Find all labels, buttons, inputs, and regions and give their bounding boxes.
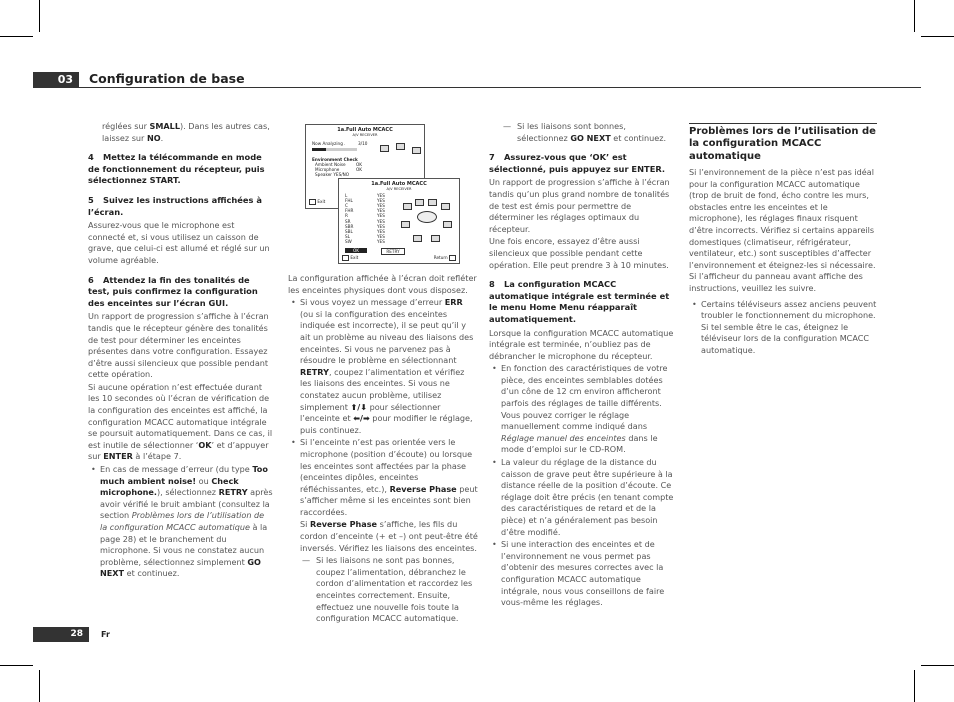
speaker-value[interactable]: YES xyxy=(377,213,385,219)
screen-title: 1a.Full Auto MCACC xyxy=(337,127,393,133)
speaker-channel: C xyxy=(345,203,348,209)
speaker-value[interactable]: YES xyxy=(377,233,385,239)
step-4: 4 Mettez la télécommande en mode de fonctionnement du récepteur, puis sélectionnez START. xyxy=(88,152,265,186)
step-6-body-2: Si aucune opération n’est effectuée durant les 10 secondes où l’écran de vérification de la configuration des enceintes est affiché, la configuration MCACC automatique intégrale se poursuit automatiquement. Dans ce cas, il est inutile de sélectionner ‘OK’ et d’appuyer sur ENTER à l’étape 7. xyxy=(88,381,273,462)
speaker-channel: L xyxy=(345,193,348,198)
speaker-channel: SBR xyxy=(345,223,354,229)
list-item: — Si les liaisons sont bonnes, sélectionnez GO NEXT et continuez. xyxy=(503,121,676,144)
speaker-value[interactable]: YES xyxy=(377,208,385,214)
speaker-channel: SW xyxy=(345,238,352,244)
paragraph: Si Reverse Phase s’affiche, les fils du cordon d’enceinte (+ et –) ont peut-être été inversés. Vérifiez les liaisons des enceintes. xyxy=(300,519,478,553)
column-2 xyxy=(288,273,478,626)
speaker-value[interactable]: YES xyxy=(377,203,385,209)
ok-button[interactable]: OK xyxy=(345,248,367,253)
step-6: 6 Attendez la fin des tonalités de test, puis confirmez la configuration des enceintes sur l’écran GUI. xyxy=(88,274,258,308)
screen-subtitle: A/V RECEIVER xyxy=(352,133,378,137)
speaker-icon xyxy=(415,199,424,206)
retry-button[interactable]: RETRY xyxy=(381,248,405,255)
exit-label: Exit xyxy=(342,255,358,261)
speaker-channel: SR xyxy=(345,218,351,224)
speaker-icon xyxy=(428,199,437,206)
section-heading: Problèmes lors de l’utilisation de la configuration MCACC automatique xyxy=(689,123,877,163)
speaker-value[interactable]: YES xyxy=(377,218,385,224)
paragraph: La configuration affichée à l’écran doit refléter les enceintes physiques dont vous disposez. xyxy=(288,273,477,295)
env-check: Environment Check xyxy=(312,157,358,162)
speaker-label: Speaker YES/NO xyxy=(315,172,350,177)
list-item: • Si l’enceinte n’est pas orientée vers le microphone (position d’écoute) ou lorsque les enceintes sont affectées par la phase (enceintes dipôles, enceintes réfléchissantes, etc.), Reverse Phase peut s’afficher même si les enceintes sont bien raccordées. xyxy=(288,437,478,518)
speaker-icon xyxy=(441,203,450,210)
speaker-channel: FHL xyxy=(345,198,353,204)
speaker-value[interactable]: YES xyxy=(377,193,385,198)
intro-text: réglées sur SMALL). Dans les autres cas, laissez sur NO. xyxy=(102,121,270,143)
speaker-value[interactable]: YES xyxy=(377,228,385,234)
screen-title: 1a.Full Auto MCACC xyxy=(371,181,427,187)
page-title: Configuration de base xyxy=(89,71,245,86)
speaker-channel: R xyxy=(345,213,348,219)
paragraph: Si l’environnement de la pièce n’est pas idéal pour la configuration MCACC automatique (trop de bruit de fond, écho contre les murs, obstacles entre les enceintes et le microphone), les réglages finaux risquent d’être incorrects. Vérifiez si certains appareils domestiques (climatiseur, réfrigérateur, ventilateur, etc.) sont susceptibles d’affecter l’environnement et éteignez-les si nécessaire. Si l’afficheur du panneau avant affiche des instructions, veuillez les suivre. xyxy=(689,167,876,293)
speaker-icon xyxy=(403,203,412,210)
crop-mark xyxy=(39,670,40,702)
list-item: • La valeur du réglage de la distance du caisson de grave peut être supérieure à la distance réelle de la position d’écoute. Ce réglage doit être précis (en tenant compte des caractéristiques de retard et de la pièce) et n’a généralement pas besoin d’être modifié. xyxy=(489,457,676,538)
step-8-body: Lorsque la configuration MCACC automatique intégrale est terminée, n’oubliez pas de débrancher le microphone du récepteur. xyxy=(489,327,674,361)
crop-mark xyxy=(921,665,954,666)
speaker-value[interactable]: YES xyxy=(377,223,385,229)
crop-mark xyxy=(0,36,33,37)
noise-value: OK xyxy=(356,162,363,167)
column-4 xyxy=(689,167,877,358)
column-3 xyxy=(489,121,676,610)
speaker-icon xyxy=(413,235,422,242)
mic-value: OK xyxy=(356,167,363,172)
progress-bar xyxy=(312,148,357,151)
speaker-channel: FHR xyxy=(345,208,354,214)
header-rule xyxy=(79,87,921,88)
step-7-body-2: Une fois encore, essayez d’être aussi silencieux que possible pendant cette opération. Elle peut prendre 3 à 10 minutes. xyxy=(489,236,669,270)
crop-mark xyxy=(914,0,915,32)
list-item: — Si les liaisons ne sont pas bonnes, coupez l’alimentation, débranchez le cordon d’alimentation et raccordez les enceintes correctement. Ensuite, effectuez une nouvelle fois toute la configuration MCACC automatique. xyxy=(302,555,478,625)
speaker-value[interactable]: YES xyxy=(377,198,385,204)
return-label: Return xyxy=(434,255,456,261)
list-item: • Si vous voyez un message d’erreur ERR (ou si la configuration des enceintes indiquée est incorrecte), il se peut qu’il y ait un problème au niveau des liaisons des enceintes. Si vous ne parvenez pas à résoudre le problème en sélectionnant RETRY, coupez l’alimentation et vérifiez les liaisons des enceintes. Si vous ne constatez aucun problème, utilisez simplement ⬆/⬇ pour sélectionner l’enceinte et ⬅/➡ pour modifier le réglage, puis continuez. xyxy=(288,297,478,436)
mic-label: Microphone xyxy=(315,167,340,172)
step-5: 5 Suivez les instructions affichées à l’écran. xyxy=(88,194,262,217)
step-7-body: Un rapport de progression s’affiche à l’écran tandis qu’un plus grand nombre de tonalités de test est émis pour permettre de déterminer les réglages optimaux du récepteur. xyxy=(489,177,670,234)
speaker-channel: SBL xyxy=(345,228,353,234)
crop-mark xyxy=(39,0,40,32)
speaker-channel: SL xyxy=(345,233,350,239)
speaker-icon xyxy=(412,147,421,154)
crop-mark xyxy=(914,670,915,702)
speaker-value[interactable]: YES xyxy=(377,238,385,244)
step-8: 8 La configuration MCACC automatique intégrale est terminée et le menu Home Menu réapparaît automatiquement. xyxy=(489,279,670,324)
speaker-icon xyxy=(401,221,410,228)
speaker-icon xyxy=(431,235,440,242)
list-item: • Certains téléviseurs assez anciens peuvent troubler le fonctionnement du microphone. Si tel semble être le cas, éteignez le téléviseur lors de la configuration MCACC automatique. xyxy=(689,299,877,357)
crop-mark xyxy=(0,665,33,666)
page-number: 28 xyxy=(33,627,89,642)
speaker-icon xyxy=(396,143,405,150)
noise-label: Ambient Noise xyxy=(315,162,346,167)
list-item: • Si une interaction des enceintes et de l’environnement ne vous permet pas d’obtenir des mesures correctes avec la configuration MCACC automatique intégrale, nous vous conseillons de faire vous-même les réglages. xyxy=(489,539,676,609)
step-7: 7 Assurez-vous que ‘OK’ est sélectionné, puis appuyez sur ENTER. xyxy=(489,152,666,174)
crop-mark xyxy=(921,36,954,37)
speaker-icon xyxy=(443,221,452,228)
exit-label: Exit xyxy=(309,199,325,205)
speaker-icon xyxy=(380,145,389,152)
step-6-body: Un rapport de progression s’affiche à l’écran tandis que le récepteur génère des tonalités de test pour déterminer les enceintes présentes dans votre configuration. Essayez d’être aussi silencieux que possible pendant cette opération. xyxy=(88,311,269,380)
step-5-body: Assurez-vous que le microphone est connecté et, si vous utilisez un caisson de grave, que celui-ci est allumé et réglé sur un volume agréable. xyxy=(88,220,270,265)
analyzing-label: Now Analyzing . xyxy=(312,141,346,146)
listener-icon xyxy=(417,211,437,223)
section-number: 03 xyxy=(33,72,79,88)
column-1 xyxy=(88,121,273,581)
progress-label: 3/10 xyxy=(358,141,368,146)
screen-subtitle: A/V RECEIVER xyxy=(386,187,412,191)
language-label: Fr xyxy=(101,630,110,639)
gui-screen-speaker-check xyxy=(338,178,460,264)
list-item: • En cas de message d’erreur (du type Too much ambient noise! ou Check microphone.), sélectionnez RETRY après avoir vérifié le bruit ambiant (consultez la section Problèmes lors de l’utilisation de la configuration MCACC automatique à la page 28) et le branchement du microphone. Si vous ne constatez aucun problème, sélectionnez simplement GO NEXT et continuez. xyxy=(88,464,273,580)
list-item: • En fonction des caractéristiques de votre pièce, des enceintes semblables dotées d’un cône de 12 cm environ afficheront parfois des réglages de taille différents. Vous pouvez corriger le réglage manuellement comme indiqué dans Réglage manuel des enceintes dans le mode d’emploi sur le CD-ROM. xyxy=(489,363,676,456)
